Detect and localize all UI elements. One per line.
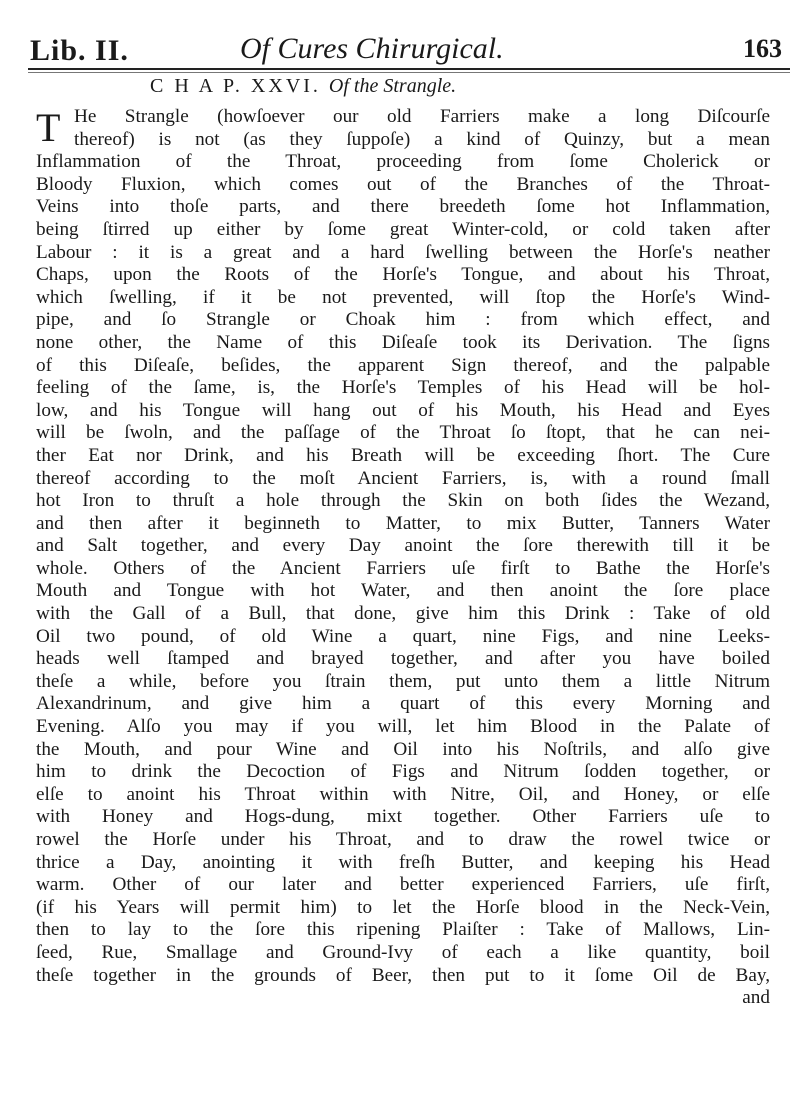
header-rule-thin [28, 72, 790, 73]
text-line: rowel the Horſe under his Throat, and to draw the rowel twice or [36, 829, 770, 850]
text-line: thrice a Day, anointing it with freſh Butter, and keeping his Head [36, 851, 770, 873]
running-header [30, 30, 790, 70]
text-line: the Mouth, and pour Wine and Oil into his Noſtrils, and alſo give [36, 738, 770, 760]
text-line: hot Iron to thruſt a hole through the Skin on both ſides the Wezand, [36, 490, 770, 512]
text-line: low, and his Tongue will hang out of his Mouth, his Head and Eyes [36, 399, 770, 421]
catchword: and [742, 987, 770, 1009]
text-line: with Honey and Hogs-dung, mixt together. Other Farriers uſe to [36, 806, 770, 828]
text-line: Oil two pound, of old Wine a quart, nine Figs, and nine Leeks- [36, 625, 770, 647]
running-title: Of Cures Chirurgical. [240, 32, 504, 65]
text-line: then to lay to the ſore this ripening Plaiſter : Take of Mallows, Lin- [36, 919, 770, 941]
chapter-subtitle: Of the Strangle. [328, 75, 457, 97]
text-line: being ſtirred up either by ſome great Winter-cold, or cold taken after [36, 218, 770, 240]
text-line: him to drink the Decoction of Figs and Nitrum ſodden together, or [36, 761, 770, 783]
book-number: Lib. II. [30, 34, 129, 67]
text-line: thereof according to the moſt Ancient Farriers, is, with a round ſmall [36, 467, 770, 489]
text-line: which ſwelling, if it be not prevented, will ſtop the Horſe's Wind- [36, 286, 770, 308]
text-line: heads well ſtamped and brayed together, and after you have boiled [36, 648, 770, 670]
text-line: Labour : it is a great and a hard ſwelling between the Horſe's neather [36, 241, 770, 263]
drop-cap: T [36, 105, 61, 150]
page-number: 163 [743, 34, 782, 63]
text-line: Inflammation of the Throat, proceeding from ſome Cholerick or [36, 151, 770, 173]
text-line: He Strangle (howſoever our old Farriers make a long Diſcourſe [74, 106, 770, 127]
text-line: warm. Other of our later and better experienced Farriers, uſe firſt, [36, 874, 770, 896]
text-line: Chaps, upon the Roots of the Horſe's Tongue, and about his Throat, [36, 264, 770, 286]
chapter-heading [150, 75, 710, 98]
text-line: Alexandrinum, and give him a quart of this every Morning and [36, 693, 770, 715]
text-line: ſeed, Rue, Smallage and Ground-Ivy of each a like quantity, boil [36, 941, 770, 963]
text-line: ther Eat nor Drink, and his Breath will be exceeding ſhort. The Cure [36, 444, 770, 466]
text-line: will be ſwoln, and the paſſage of the Throat ſo ſtopt, that he can nei- [36, 422, 770, 444]
text-line: thereof) is not (as they ſuppoſe) a kind of Quinzy, but a mean [74, 128, 770, 150]
text-line: Bloody Fluxion, which comes out of the Branches of the Throat- [36, 173, 770, 195]
text-line: theſe a while, before you ſtrain them, put unto them a little Nitrum [36, 670, 770, 692]
header-rule [28, 68, 790, 70]
text-line: Mouth and Tongue with hot Water, and then anoint the ſore place [36, 580, 770, 602]
chapter-body [36, 106, 770, 1010]
text-line: pipe, and ſo Strangle or Choak him : from which effect, and [36, 309, 770, 331]
text-line: of this Diſeaſe, beſides, the apparent Sign thereof, and the palpable [36, 354, 770, 376]
text-line: feeling of the ſame, is, the Horſe's Temples of his Head will be hol- [36, 377, 770, 399]
text-line: Evening. Alſo you may if you will, let him Blood in the Palate of [36, 716, 770, 738]
text-line: (if his Years will permit him) to let the Horſe blood in the Neck-Vein, [36, 896, 770, 918]
text-line: Veins into thoſe parts, and there breedeth ſome hot Inflammation, [36, 196, 770, 218]
text-line: whole. Others of the Ancient Farriers uſe firſt to Bathe the Horſe's [36, 557, 770, 579]
text-line: with the Gall of a Bull, that done, give him this Drink : Take of old [36, 603, 770, 625]
text-line: and Salt together, and every Day anoint the ſore therewith till it be [36, 535, 770, 557]
text-line: elſe to anoint his Throat within with Nitre, Oil, and Honey, or elſe [36, 783, 770, 805]
text-line: none other, the Name of this Diſeaſe took its Derivation. The ſigns [36, 331, 770, 353]
text-line: and then after it beginneth to Matter, to mix Butter, Tanners Water [36, 512, 770, 534]
chapter-number: C H A P. XXVI. [150, 75, 321, 97]
text-line: theſe together in the grounds of Beer, then put to it ſome Oil de Bay, [36, 964, 770, 986]
